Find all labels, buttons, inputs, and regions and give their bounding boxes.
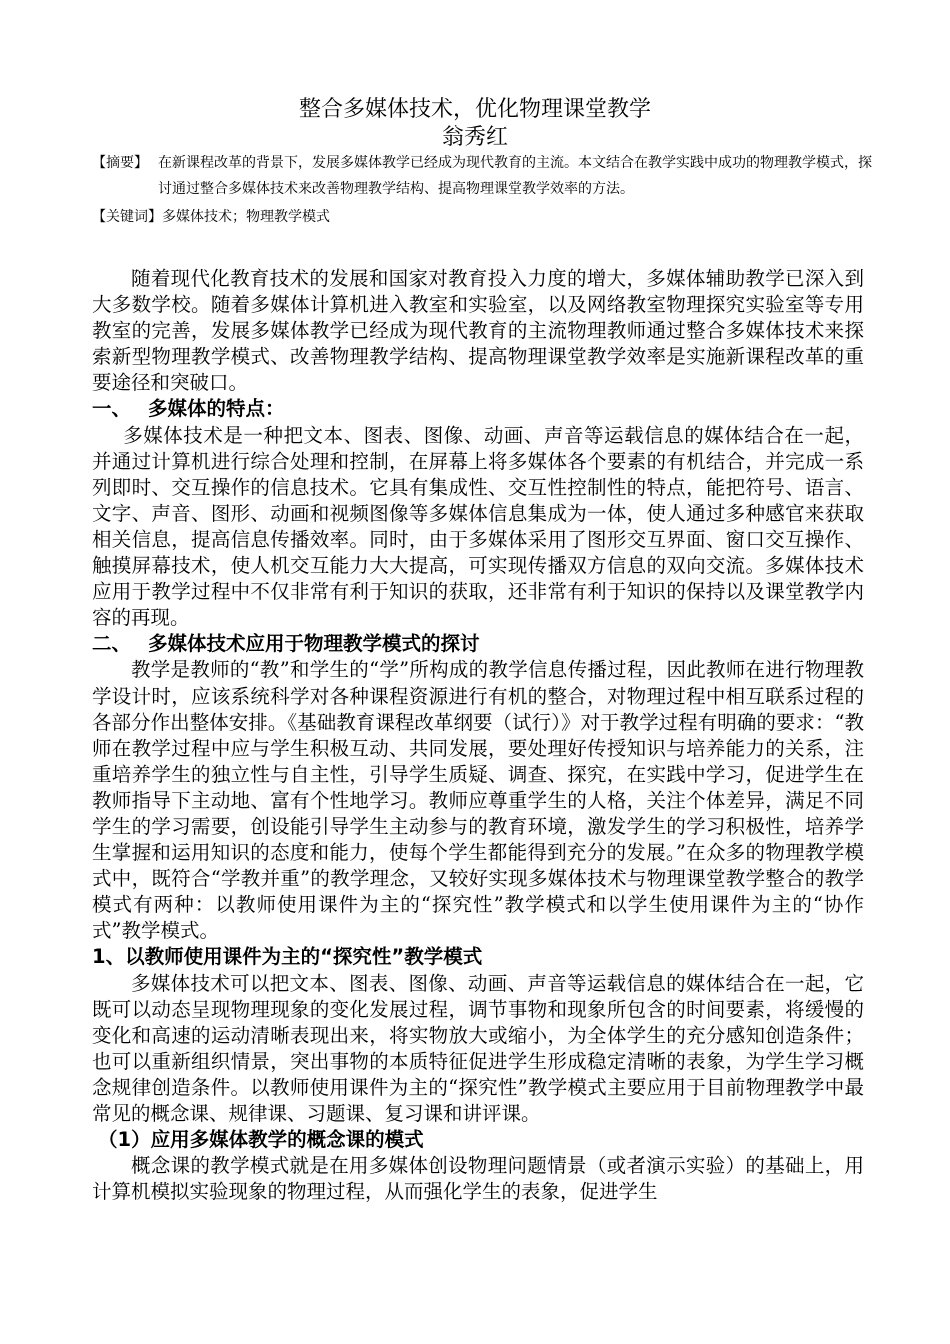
subsection-1-paragraph: 多媒体技术可以把文本、图表、图像、动画、声音等运载信息的媒体结合在一起，它既可以动态呈现物理现象的变化发展过程，调节事物和现象所包含的时间要素，将缓慢的变化和高速的运动清晰表现出来，将实物放大或缩小，为全体学生的充分感知创造条件；也可以重新组织情景，突出事物的本质特征促进学生形成稳定清晰的表象，为学生学习概念规律创造条件。以教师使用课件为主的“探究性”教学模式主要应用于目前物理教学中最常见的概念课、规律课、习题课、复习课和讲评课。 [92,971,864,1125]
author-name: 翁秀红 [441,125,508,150]
subsubsection-1-paragraph: 概念课的教学模式就是在用多媒体创设物理问题情景（或者演示实验）的基础上，用计算机模拟实验现象的物理过程，从而强化学生的表象，促进学生 [92,1154,864,1204]
abstract-text: 在新课程改革的背景下，发展多媒体教学已经成为现代教育的主流。本文结合在教学实践中成功的物理教学模式，探讨通过整合多媒体技术来改善物理教学结构、提高物理课堂教学效率的方法。 [158,155,872,197]
keywords-label: 【关键词】 [92,209,162,225]
subsection-1-heading: 1、以教师使用课件为主的“探究性”教学模式 [92,945,483,969]
section-2-heading [92,631,864,657]
keywords-row [92,204,872,230]
abstract-block [92,150,872,230]
subsubsection-1-heading: （1）应用多媒体教学的概念课的模式 [98,1128,424,1152]
intro-paragraph: 随着现代化教育技术的发展和国家对教育投入力度的增大，多媒体辅助教学已深入到大多数学校。随着多媒体计算机进入教室和实验室，以及网络教室物理探究实验室等专用教室的完善，发展多媒体教学已经成为现代教育的主流物理教师通过整合多媒体技术来探索新型物理教学模式、改善物理教学结构、提高物理课堂教学效率是实施新课程改革的重要途径和突破口。 [92,267,864,395]
section-1-number: 一、 [92,397,132,421]
abstract-row [92,150,872,202]
paper-title: 整合多媒体技术，优化物理课堂教学 [298,97,651,122]
keywords-text: 多媒体技术；物理教学模式 [162,209,330,225]
section-1-paragraph: 多媒体技术是一种把文本、图表、图像、动画、声音等运载信息的媒体结合在一起，并通过计算机进行综合处理和控制，在屏幕上将多媒体各个要素的有机结合，并完成一系列即时、交互操作的信息技术。它具有集成性、交互性控制性的特点，能把符号、语言、文字、声音、图形、动画和视频图像等多媒体信息集成为一体，使人通过多种感官来获取相关信息，提高信息传播效率。同时，由于多媒体采用了图形交互界面、窗口交互操作、触摸屏幕技术，使人机交互能力大大提高，可实现传播双方信息的双向交流。多媒体技术应用于教学过程中不仅非常有利于知识的获取，还非常有利于知识的保持以及课堂教学内容的再现。 [92,423,864,630]
section-1-title: 多媒体的特点： [148,397,285,421]
section-2-paragraph: 教学是教师的“教”和学生的“学”所构成的教学信息传播过程，因此教师在进行物理教学设计时，应该系统科学对各种课程资源进行有机的整合，对物理过程中相互联系过程的各部分作出整体安排。《基础教育课程改革纲要（试行）》对于教学过程有明确的要求：“教师在教学过程中应与学生积极互动、共同发展，要处理好传授知识与培养能力的关系，注重培养学生的独立性与自主性，引导学生质疑、调查、探究，在实践中学习，促进学生在教师指导下主动地、富有个性地学习。教师应尊重学生的人格，关注个体差异，满足不同学生的学习需要，创设能引导学生主动参与的教育环境，激发学生的学习积极性，培养学生掌握和运用知识的态度和能力，使每个学生都能得到充分的发展。”在众多的物理教学模式中，既符合“学教并重”的教学理念，又较好实现多媒体技术与物理课堂教学整合的教学模式有两种：以教师使用课件为主的“探究性”教学模式和以学生使用课件为主的“协作式”教学模式。 [92,658,864,943]
section-2-number: 二、 [92,632,132,656]
body-text [92,266,864,1205]
section-1-heading [92,396,864,422]
section-2-title: 多媒体技术应用于物理教学模式的探讨 [148,632,480,656]
abstract-label: 【摘要】 [92,155,148,171]
